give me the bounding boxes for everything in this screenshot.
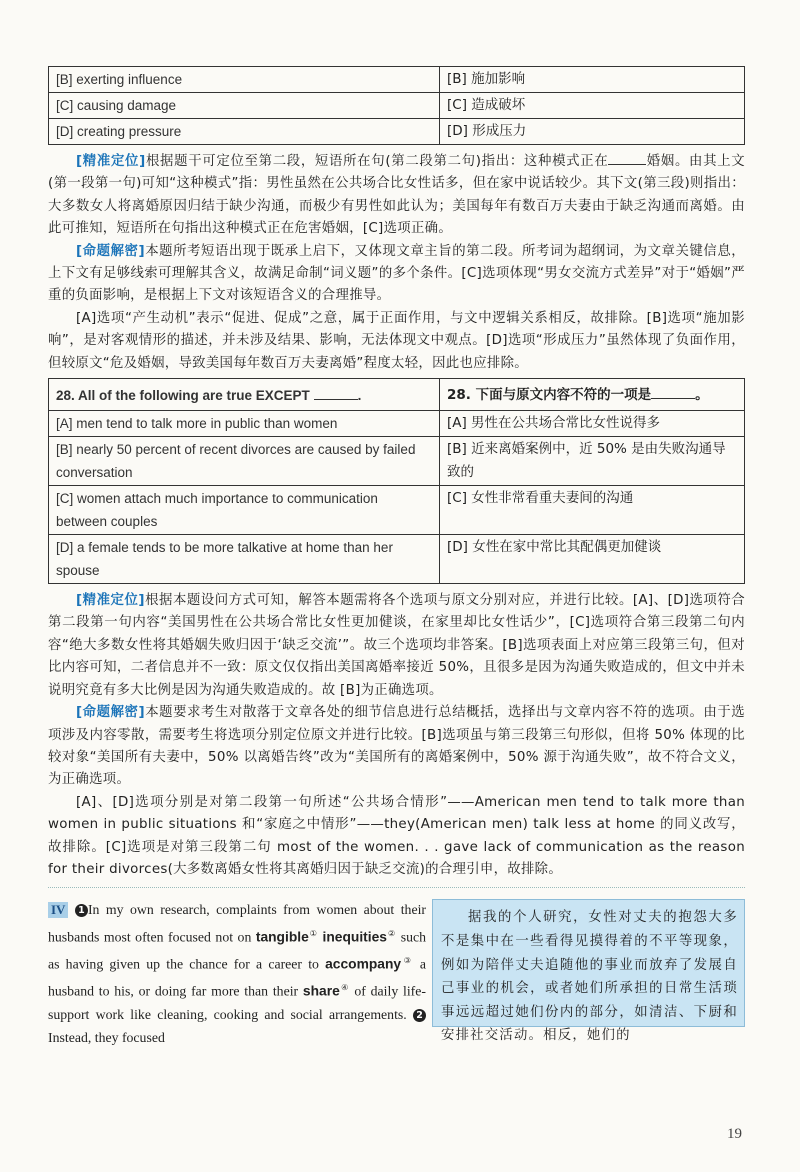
section-tag: [命题解密] [76, 705, 145, 721]
option-en: [B] exerting influence [49, 67, 440, 93]
option-en: [A] men tend to talk more in public than women [49, 411, 440, 437]
page-content [48, 66, 745, 1046]
option-zh: [B] 施加影响 [440, 67, 745, 93]
q27-options-table [48, 66, 745, 145]
vocab-word: share [302, 983, 340, 999]
q28-header-row [49, 379, 745, 411]
section-tag: [命题解密] [76, 243, 145, 259]
passage-translation: 据我的个人研究，女性对丈夫的抱怨大多不是集中在一些看得见摸得着的不平等现象，例如为陪伴丈夫追随他的事业而放弃了发展自己事业的机会，或者她们所承担的日常生活琐事远远超过她们份内的部分，如清洁、下厨和安排社交活动。相反，她们的 [432, 899, 745, 1027]
option-row [49, 535, 745, 584]
vocab-word: accompany [325, 956, 402, 972]
q28-position-paragraph: [精准定位]根据本题设问方式可知，解答本题需将各个选项与原文分别对应，并进行比较。[A]、[D]选项符合第二段第一句内容“美国男性在公共场合常比女性更加健谈，在家里却比女性话少”，[C]选项符合第三段第二句内容“绝大多数女性将其婚姻失败归因于‘缺乏交流’”。故三个选项均非答案。[B]选项表面上对应第三段第三句，但对比内容可知，二者信息并不一致：原文仅仅指出美国离婚率接近 50%，且很多是因为沟通失败造成的，但文中并未说明究竟有多大比例是因为沟通失败造成的。故 [B]为正确选项。 [48, 593, 745, 698]
vocab-word: inequities [322, 929, 387, 945]
q28-elimination-paragraph: [A]、[D]选项分别是对第二段第一句所述“公共场合情形”——American men tend to talk more than women in public situations 和“家庭之中情形”——they(American men) talk less at home 的同义改写，故排除。[C]选项是对第三段第二句 most of the women. . . gave lack of communication as the reason for their divorces(大多数离婚女性将其离婚归因于缺乏交流)的合理引申，故排除。 [48, 794, 745, 877]
passage-section [48, 898, 745, 1046]
section-tag: [精准定位] [76, 154, 146, 169]
option-en: [D] a female tends to be more talkative at home than her spouse [49, 535, 440, 584]
option-row [49, 119, 745, 145]
option-en: [D] creating pressure [49, 119, 440, 145]
passage-english: IV 1 In my own research, complaints from women about their husbands most often focused not on tangible① inequities② such as having given up the chance for a career to accompany③ a husband to his, or doing far more than their share④ of daily life-support work like cleaning, cooking and social arrangements. 2Instead, they focused [48, 902, 427, 1046]
sentence-number: 2 [413, 1009, 426, 1022]
option-zh: [D] 女性在家中常比其配偶更加健谈 [440, 535, 745, 584]
q27-secret-paragraph: [命题解密]本题所考短语出现于既承上启下，又体现文章主旨的第二段。所考词为超纲词，为文章关键信息，上下文有足够线索可理解其含义，故满足命制“词义题”的多个条件。[C]选项体现“男女交流方式差异”对于“婚姻”严重的负面影响，是根据上下文对该短语含义的合理推导。 [48, 243, 745, 304]
option-row [49, 93, 745, 119]
option-zh: [C] 造成破坏 [440, 93, 745, 119]
option-en: [C] causing damage [49, 93, 440, 119]
option-en: [C] women attach much importance to communication between couples [49, 486, 440, 535]
option-zh: [D] 形成压力 [440, 119, 745, 145]
vocab-word: tangible [255, 929, 309, 945]
option-zh: [C] 女性非常看重夫妻间的沟通 [440, 486, 745, 535]
section-tag: [精准定位] [76, 593, 145, 609]
q27-elimination-paragraph: [A]选项“产生动机”表示“促进、促成”之意，属于正面作用，与文中逻辑关系相反，故排除。[B]选项“施加影响”，是对客观情形的描述，并未涉及结果、影响，无法体现文中观点。[D]选项“形成压力”虽然体现了负面作用，但较原文“危及婚姻，导致美国每年数百万夫妻离婚”程度太轻，因此也应排除。 [48, 310, 745, 371]
option-row [49, 486, 745, 535]
q28-secret-paragraph: [命题解密]本题要求考生对散落于文章各处的细节信息进行总结概括，选择出与文章内容不符的选项。由于选项涉及内容零散，需要考生将选项分别定位原文并进行比较。[B]选项虽与第三段第三句形似，但将 50% 体现的比较对象“美国所有夫妻中，50% 以离婚告终”改为“美国所有的离婚案例中，50% 源于沟通失败”，故不符合文义，为正确选项。 [48, 705, 745, 788]
option-row [49, 411, 745, 437]
q28-question-zh: 28. 下面与原文内容不符的一项是 。 [440, 379, 745, 411]
sentence-number: 1 [75, 904, 88, 917]
answer-blank [608, 151, 646, 165]
q28-question-en: 28. All of the following are true EXCEPT . [49, 379, 440, 411]
q28-options-table [48, 378, 745, 584]
option-zh: [A] 男性在公共场合常比女性说得多 [440, 411, 745, 437]
divider [48, 887, 745, 888]
section-number: IV [48, 902, 68, 918]
option-row [49, 437, 745, 486]
option-row [49, 67, 745, 93]
option-en: [B] nearly 50 percent of recent divorces are caused by failed conversation [49, 437, 440, 486]
q27-position-paragraph: [精准定位]根据题干可定位至第二段，短语所在句(第二段第二句)指出：这种模式正在 婚姻。由其上文(第一段第一句)可知“这种模式”指：男性虽然在公共场合比女性话多，但在家中说话较少。其下文(第三段)则指出：大多数女人将离婚原因归结于缺少沟通，而极少有男性如此认为；美国每年有数百万夫妻由于缺乏沟通而离婚。由此可推知，短语所在句指出这种模式正在危害婚姻，[C]选项正确。 [48, 151, 745, 241]
option-zh: [B] 近来离婚案例中，近 50% 是由失败沟通导致的 [440, 437, 745, 486]
page-number: 19 [727, 1126, 742, 1142]
